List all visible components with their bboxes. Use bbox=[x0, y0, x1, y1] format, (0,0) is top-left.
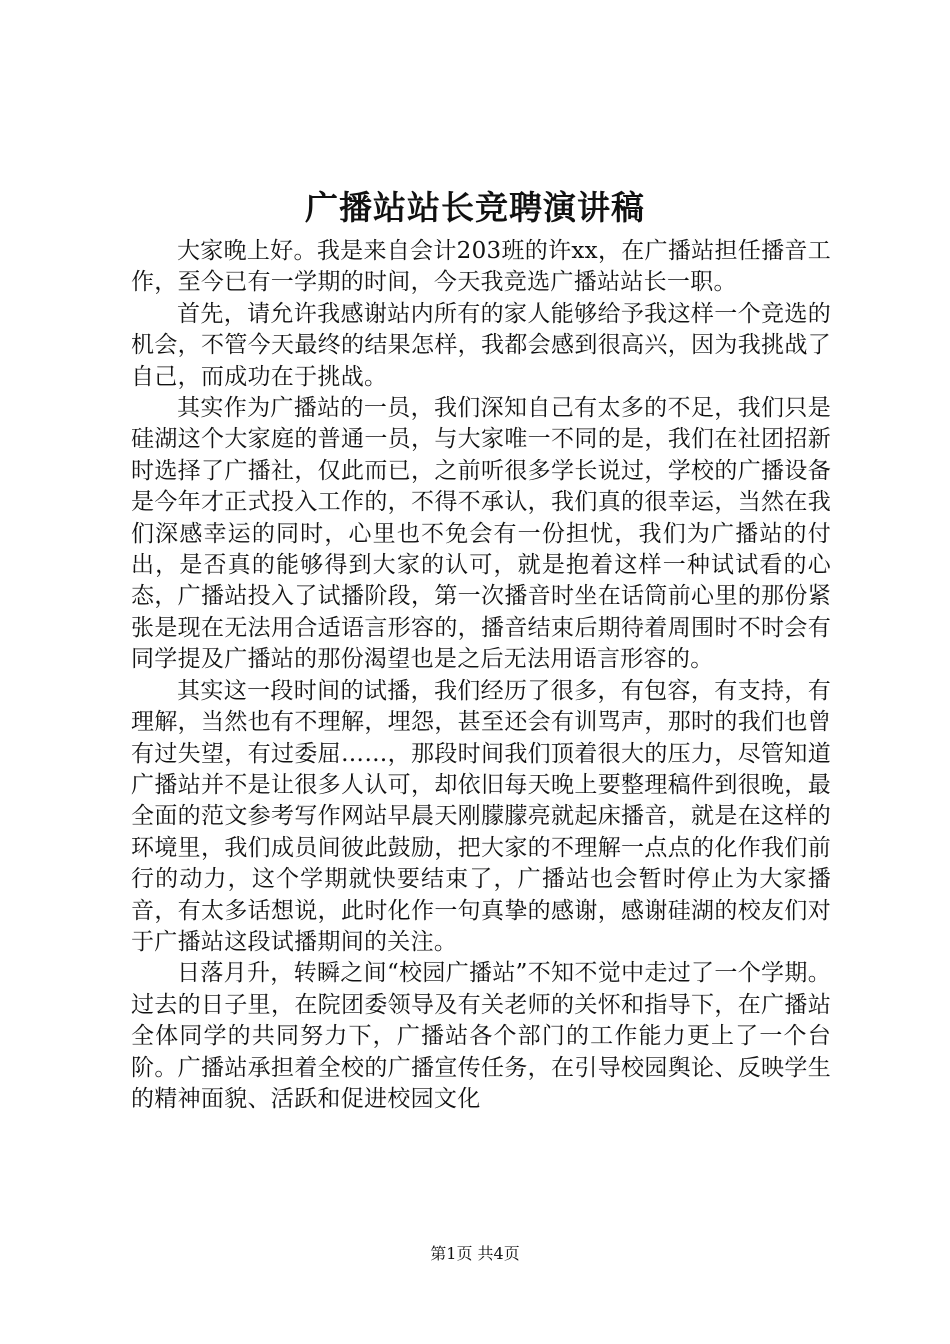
document-title: 广播站站长竞聘演讲稿 bbox=[305, 188, 645, 227]
paragraph-5: 日落月升，转瞬之间“校园广播站”不知不觉中走过了一个学期。过去的日子里，在院团委领导及有关老师的关怀和指导下，在广播站全体同学的共同努力下，广播站各个部门的工作能力更上了一个台阶。广播站承担着全校的广播宣传任务，在引导校园舆论、反映学生的精神面貌、活跃和促进校园文化 bbox=[131, 960, 831, 1112]
paragraph-2: 首先，请允许我感谢站内所有的家人能够给予我这样一个竞选的机会，不管今天最终的结果怎样，我都会感到很高兴，因为我挑战了自己，而成功在于挑战。 bbox=[131, 300, 831, 390]
paragraph-3: 其实作为广播站的一员，我们深知自己有太多的不足，我们只是硅湖这个大家庭的普通一员，与大家唯一不同的是，我们在社团招新时选择了广播社，仅此而已，之前听很多学长说过，学校的广播设备是今年才正式投入工作的，不得不承认，我们真的很幸运，当然在我们深感幸运的同时，心里也不免会有一份担忧，我们为广播站的付出，是否真的能够得到大家的认可，就是抱着这样一种试试看的心态，广播站投入了试播阶段，第一次播音时坐在话筒前心里的那份紧张是现在无法用合适语言形容的，播音结束后期待着周围时不时会有同学提及广播站的那份渴望也是之后无法用语言形容的。 bbox=[131, 395, 831, 673]
page-footer: 第1页 共4页 bbox=[430, 1244, 520, 1263]
paragraph-1: 大家晚上好。我是来自会计203班的许xx，在广播站担任播音工作，至今已有一学期的时间，今天我竞选广播站站长一职。 bbox=[131, 238, 831, 296]
document-body bbox=[131, 236, 831, 1115]
paragraph-4: 其实这一段时间的试播，我们经历了很多，有包容，有支持，有理解，当然也有不理解，埋怨，甚至还会有训骂声，那时的我们也曾有过失望，有过委屈……，那段时间我们顶着很大的压力，尽管知道广播站并不是让很多人认可，却依旧每天晚上要整理稿件到很晚，最全面的范文参考写作网站早晨天刚朦朦亮就起床播音，就是在这样的环境里，我们成员间彼此鼓励，把大家的不理解一点点的化作我们前行的动力，这个学期就快要结束了，广播站也会暂时停止为大家播音，有太多话想说，此时化作一句真挚的感谢，感谢硅湖的校友们对于广播站这段试播期间的关注。 bbox=[131, 677, 831, 955]
